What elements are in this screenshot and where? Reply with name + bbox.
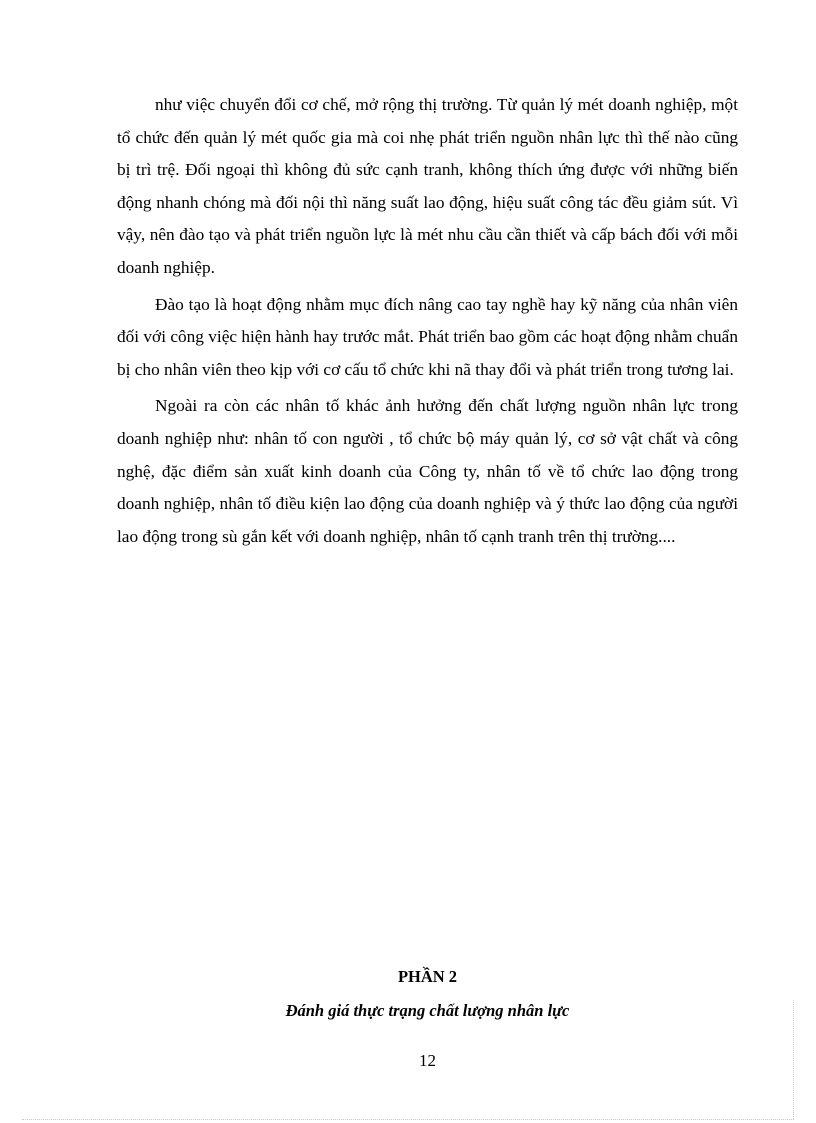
paragraph-workforce-development: như việc chuyển đổi cơ chế, mở rộng thị trường. Từ quản lý mét doanh nghiệp, một tổ chức đến quản lý mét quốc gia mà coi nhẹ phát triển nguồn nhân lực thì thế nào cũng bị trì trệ. Đối ngoại thì không đủ sức cạnh tranh, không thích ứng được với những biến động nhanh chóng mà đối nội thì năng suất lao động, hiệu suất công tác đều giảm sút. Vì vậy, nên đào tạo và phát triển nguồn lực là mét nhu cầu cần thiết và cấp bách đối với mỗi doanh nghiệp. [117,95,738,277]
body-text [117,89,738,557]
section-part-label: PHẦN 2 [397,967,458,986]
section-title: Đánh giá thực trạng chất lượng nhân lực [285,1001,570,1020]
paragraph-training-definition: Đào tạo là hoạt động nhằm mục đích nâng cao tay nghề hay kỹ năng của nhân viên đối với công việc hiện hành hay trước mắt. Phát triển bao gồm các hoạt động nhằm chuẩn bị cho nhân viên theo kịp với cơ cấu tổ chức khi nã thay đổi và phát triển trong tương lai. [117,294,738,379]
paragraph-other-factors: Ngoài ra còn các nhân tố khác ảnh hưởng đến chất lượng nguồn nhân lực trong doanh nghiệp như: nhân tố con người , tổ chức bộ máy quản lý, cơ sở vật chất và công nghệ, đặc điểm sản xuất kinh doanh của Công ty, nhân tố về tổ chức lao động trong doanh nghiệp, nhân tố điều kiện lao động của doanh nghiệp và ý thức lao động của người lao động trong sù gắn kết với doanh nghiệp, nhân tố cạnh tranh trên thị trường.... [117,396,738,546]
page-number: 12 [419,1051,436,1070]
page-bottom-border [22,1119,794,1120]
page-right-border [793,1000,794,1119]
